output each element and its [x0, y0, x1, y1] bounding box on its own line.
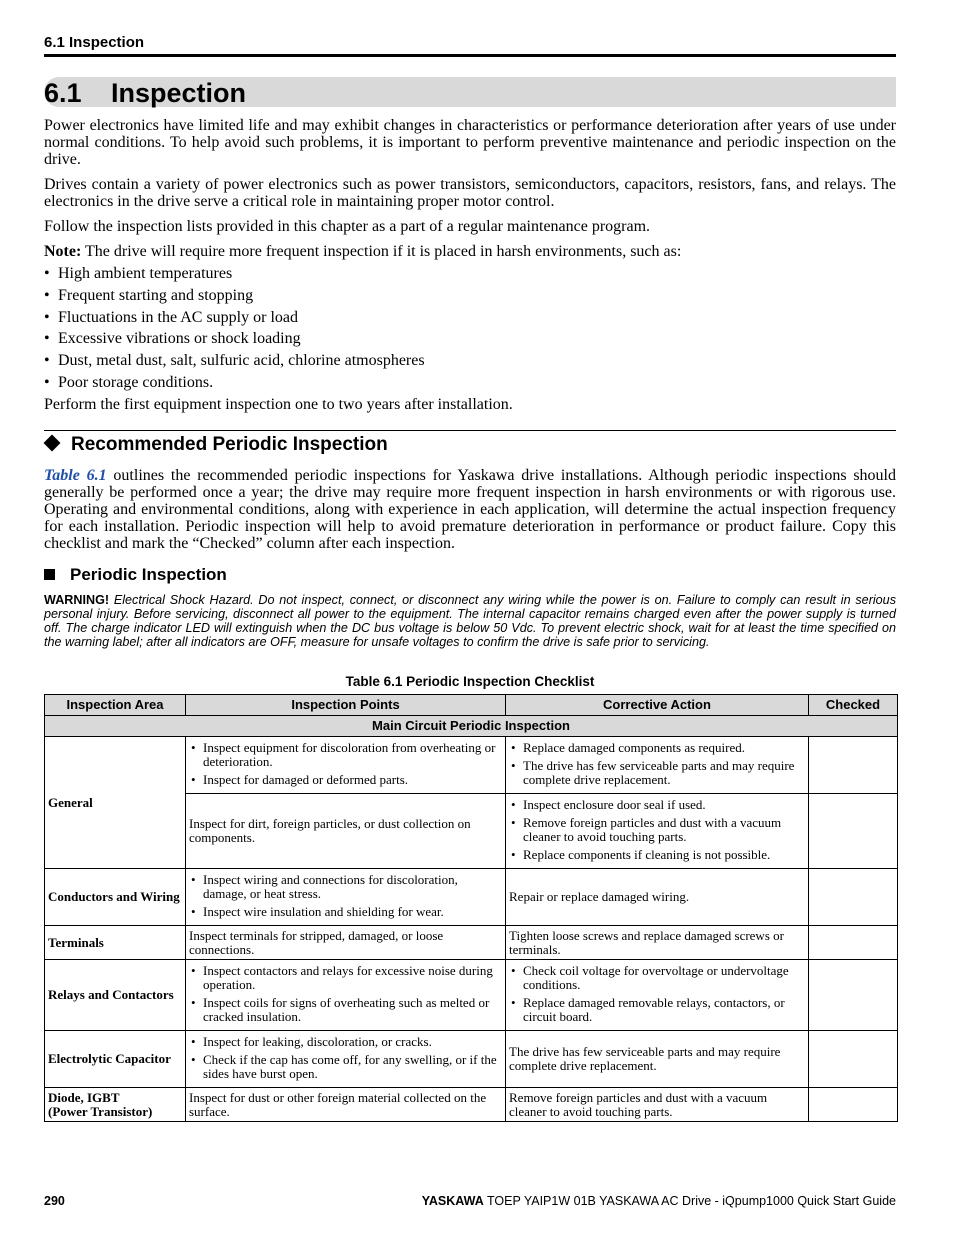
action-cell: • Check coil voltage for overvoltage or undervoltage conditions. • Replace damaged removable relays, contactors, or circuit board. — [506, 960, 809, 1031]
chapter-title — [44, 77, 246, 109]
points-cell: • Inspect equipment for discoloration from overheating or deterioration. • Inspect for damaged or deformed parts. — [186, 737, 506, 794]
section-rule — [44, 430, 896, 431]
section-heading — [44, 434, 388, 456]
footer-text — [422, 1194, 896, 1208]
footer-title: TOEP YAIP1W 01B YASKAWA AC Drive - iQpump1000 Quick Start Guide — [483, 1194, 896, 1208]
list-item: • Fluctuations in the AC supply or load — [44, 309, 298, 326]
points-cell: • Inspect contactors and relays for excessive noise during operation. • Inspect coils for signs of overheating such as melted or cracked insulation. — [186, 960, 506, 1031]
warning-label: WARNING! — [44, 593, 110, 607]
list-item: • High ambient temperatures — [44, 265, 233, 282]
list-item: • Frequent starting and stopping — [44, 287, 254, 304]
points-cell: Inspect terminals for stripped, damaged, or loose connections. — [186, 926, 506, 960]
area-cell: Relays and Contactors — [45, 960, 186, 1031]
checked-cell[interactable] — [809, 1088, 898, 1122]
running-head: 6.1 Inspection — [44, 34, 145, 51]
list-item: • Excessive vibrations or shock loading — [44, 330, 301, 347]
table-caption: Table 6.1 Periodic Inspection Checklist — [345, 674, 595, 689]
action-cell: Tighten loose screws and replace damaged screws or terminals. — [506, 926, 809, 960]
section-paragraph — [44, 467, 896, 552]
after-list-paragraph: Perform the first equipment inspection one to two years after installation. — [44, 396, 513, 413]
column-header: Inspection Area — [45, 695, 186, 716]
table-row — [45, 926, 898, 960]
area-cell: Terminals — [45, 926, 186, 960]
action-cell: Repair or replace damaged wiring. — [506, 869, 809, 926]
header-rule — [44, 54, 896, 57]
checked-cell[interactable] — [809, 737, 898, 794]
column-header: Inspection Points — [186, 695, 506, 716]
checked-cell[interactable] — [809, 869, 898, 926]
checked-cell[interactable] — [809, 926, 898, 960]
area-cell: Electrolytic Capacitor — [45, 1031, 186, 1088]
page-number: 290 — [44, 1194, 65, 1208]
table-row — [45, 869, 898, 926]
action-cell: Remove foreign particles and dust with a vacuum cleaner to avoid touching parts. — [506, 1088, 809, 1122]
intro-paragraph-3: Follow the inspection lists provided in this chapter as a part of a regular maintenance program. — [44, 218, 651, 235]
subsection-heading — [44, 565, 227, 585]
column-header: Checked — [809, 695, 898, 716]
table-group-row — [45, 716, 898, 737]
warning-text: Electrical Shock Hazard. Do not inspect, connect, or disconnect any wiring while the power is on. Failure to comply can result in serious personal injury. Before servicing, disconnect all power to the equipment. The internal capacitor remains charged even after the power supply is turned off. The charge indicator LED will extinguish when the DC bus voltage is below 50 Vdc. To prevent electric shock, wait for at least the time specified on the warning label; after all indicators are OFF, measure for unsafe voltages to confirm the drive is safe prior to servicing. — [44, 593, 896, 649]
area-cell: Diode, IGBT (Power Transistor) — [45, 1088, 186, 1122]
table-row — [45, 1088, 898, 1122]
action-cell: • Replace damaged components as required. • The drive has few serviceable parts and may require complete drive replacement. — [506, 737, 809, 794]
inspection-table — [44, 694, 898, 1122]
note-text: The drive will require more frequent inspection if it is placed in harsh environments, such as: — [81, 243, 682, 260]
chapter-number: 6.1 — [44, 78, 82, 108]
action-cell: • Inspect enclosure door seal if used. • Remove foreign particles and dust with a vacuum cleaner to avoid touching parts. • Replace components if cleaning is not possible. — [506, 794, 809, 869]
diamond-bullet-icon — [44, 435, 61, 452]
table-row — [45, 737, 898, 794]
intro-paragraph-1: Power electronics have limited life and may exhibit changes in characteristics or performance deterioration after years of use under normal conditions. To help avoid such problems, it is important to perform preventive maintenance and periodic inspection on the drive. — [44, 117, 896, 168]
points-cell: Inspect for dust or other foreign material collected on the surface. — [186, 1088, 506, 1122]
list-item: • Dust, metal dust, salt, sulfuric acid, chlorine atmospheres — [44, 352, 425, 369]
note-label: Note: — [44, 243, 82, 260]
intro-paragraph-2: Drives contain a variety of power electronics such as power transistors, semiconductors, capacitors, resistors, fans, and relays. The electronics in the drive serve a critical role in maintaining proper motor control. — [44, 176, 896, 210]
points-cell: • Inspect wiring and connections for discoloration, damage, or heat stress. • Inspect wire insulation and shielding for wear. — [186, 869, 506, 926]
action-cell: The drive has few serviceable parts and may require complete drive replacement. — [506, 1031, 809, 1088]
checked-cell[interactable] — [809, 794, 898, 869]
note-paragraph — [44, 243, 896, 260]
section-heading-text: Recommended Periodic Inspection — [71, 434, 388, 455]
list-item: • Poor storage conditions. — [44, 374, 214, 391]
checked-cell[interactable] — [809, 960, 898, 1031]
points-cell: Inspect for dirt, foreign particles, or dust collection on components. — [186, 794, 506, 869]
square-bullet-icon — [44, 569, 55, 580]
area-cell: Conductors and Wiring — [45, 869, 186, 926]
points-cell: • Inspect for leaking, discoloration, or cracks. • Check if the cap has come off, for any swelling, or if the sides have burst open. — [186, 1031, 506, 1088]
table-row — [45, 1031, 898, 1088]
table-row — [45, 960, 898, 1031]
subsection-heading-text: Periodic Inspection — [70, 565, 227, 584]
section-paragraph-text: outlines the recommended periodic inspections for Yaskawa drive installations. Although periodic inspections should generally be performed once a year; the drive may require more frequent inspection in harsh environments or with rigorous use. Operating and environmental conditions, along with experience in each application, will determine the actual inspection frequency for each installation. Periodic inspection will help to avoid premature deterioration in performance or product failure. Copy this checklist and mark the “Checked” column after each inspection. — [44, 467, 896, 552]
warning-block — [44, 593, 896, 649]
column-header: Corrective Action — [506, 695, 809, 716]
table-link[interactable]: Table 6.1 — [44, 467, 107, 484]
area-cell: General — [45, 737, 186, 869]
footer-brand: YASKAWA — [421, 1194, 484, 1208]
checked-cell[interactable] — [809, 1031, 898, 1088]
chapter-title-text: Inspection — [111, 78, 247, 108]
group-header: Main Circuit Periodic Inspection — [45, 716, 898, 737]
table-header-row — [45, 695, 898, 716]
